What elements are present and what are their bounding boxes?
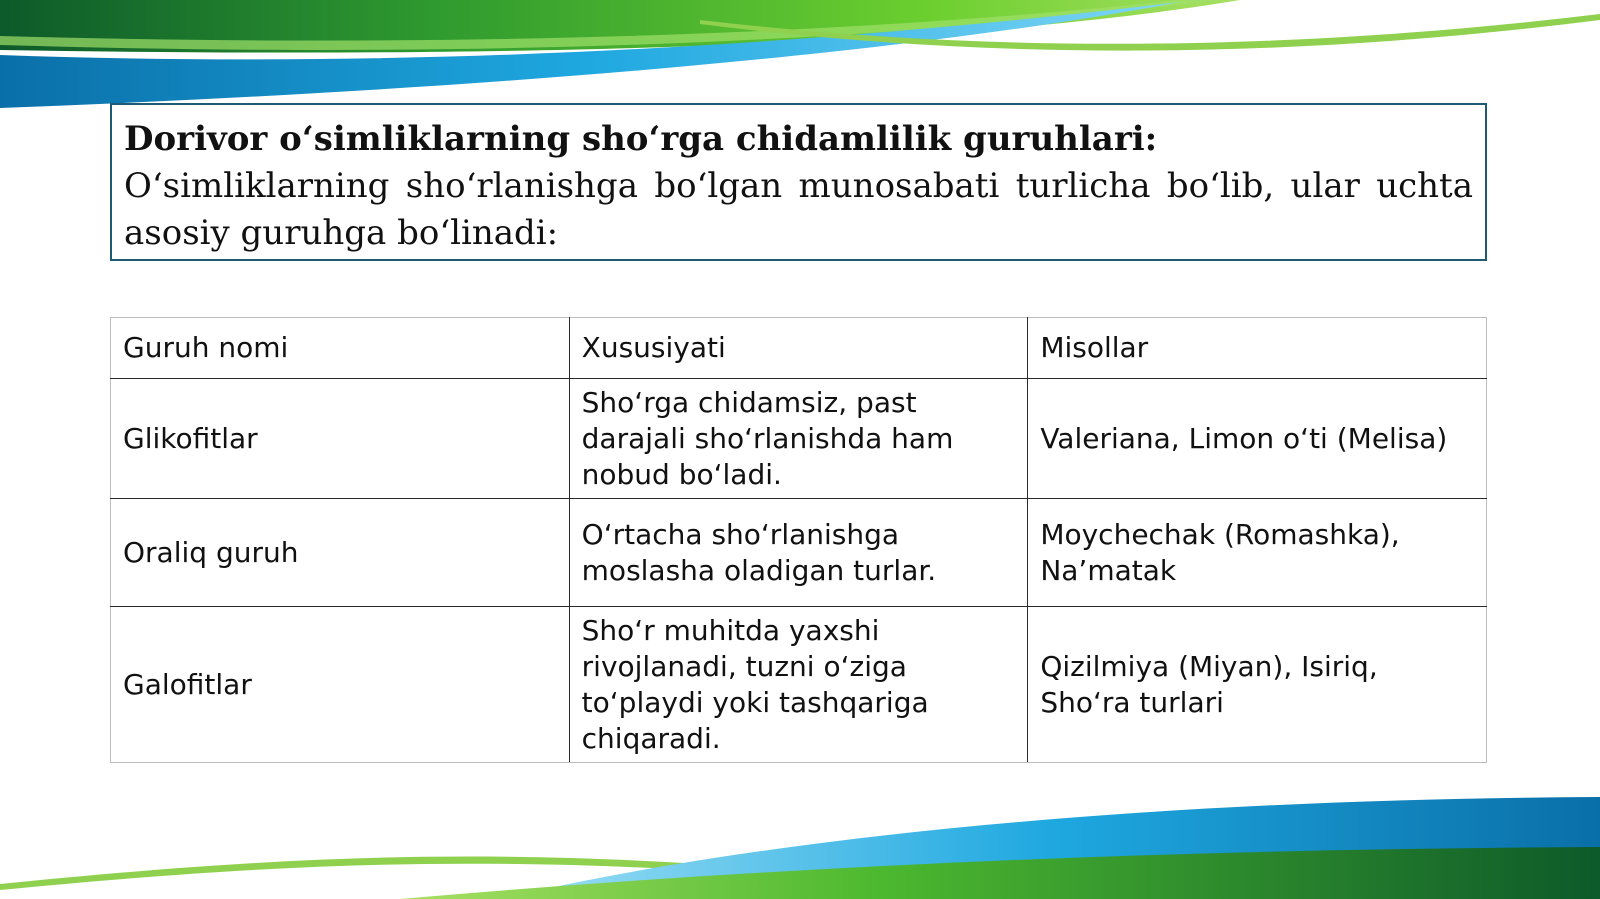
table-header-row bbox=[111, 318, 1487, 379]
intro-title: Dorivor o‘simliklarning sho‘rga chidamlilik guruhlari: bbox=[124, 119, 1158, 159]
header-group-name: Guruh nomi bbox=[111, 318, 570, 379]
cell-examples: Valeriana, Limon o‘ti (Melisa) bbox=[1028, 379, 1487, 499]
table-row bbox=[111, 379, 1487, 499]
salinity-groups-table bbox=[110, 317, 1487, 763]
intro-text: O‘simliklarning sho‘rlanishga bo‘lgan munosabati turlicha bo‘lib, ular uchta asosiy guruhga bo‘linadi: bbox=[124, 166, 1473, 253]
top-wave-decoration bbox=[0, 0, 1600, 120]
cell-examples: Qizilmiya (Miyan), Isiriq, Sho‘ra turlari bbox=[1028, 607, 1487, 763]
header-examples: Misollar bbox=[1028, 318, 1487, 379]
cell-group-name: Glikofitlar bbox=[111, 379, 570, 499]
table-row bbox=[111, 607, 1487, 763]
cell-group-name: Oraliq guruh bbox=[111, 499, 570, 607]
table-row bbox=[111, 499, 1487, 607]
bottom-wave-decoration bbox=[0, 759, 1600, 899]
cell-examples: Moychechak (Romashka), Na’matak bbox=[1028, 499, 1487, 607]
cell-feature: Sho‘r muhitda yaxshi rivojlanadi, tuzni o‘ziga to‘playdi yoki tashqariga chiqaradi. bbox=[569, 607, 1028, 763]
cell-feature: Sho‘rga chidamsiz, past darajali sho‘rlanishda ham nobud bo‘ladi. bbox=[569, 379, 1028, 499]
cell-feature: O‘rtacha sho‘rlanishga moslasha oladigan turlar. bbox=[569, 499, 1028, 607]
cell-group-name: Galofitlar bbox=[111, 607, 570, 763]
header-feature: Xususiyati bbox=[569, 318, 1028, 379]
intro-box bbox=[110, 103, 1487, 261]
